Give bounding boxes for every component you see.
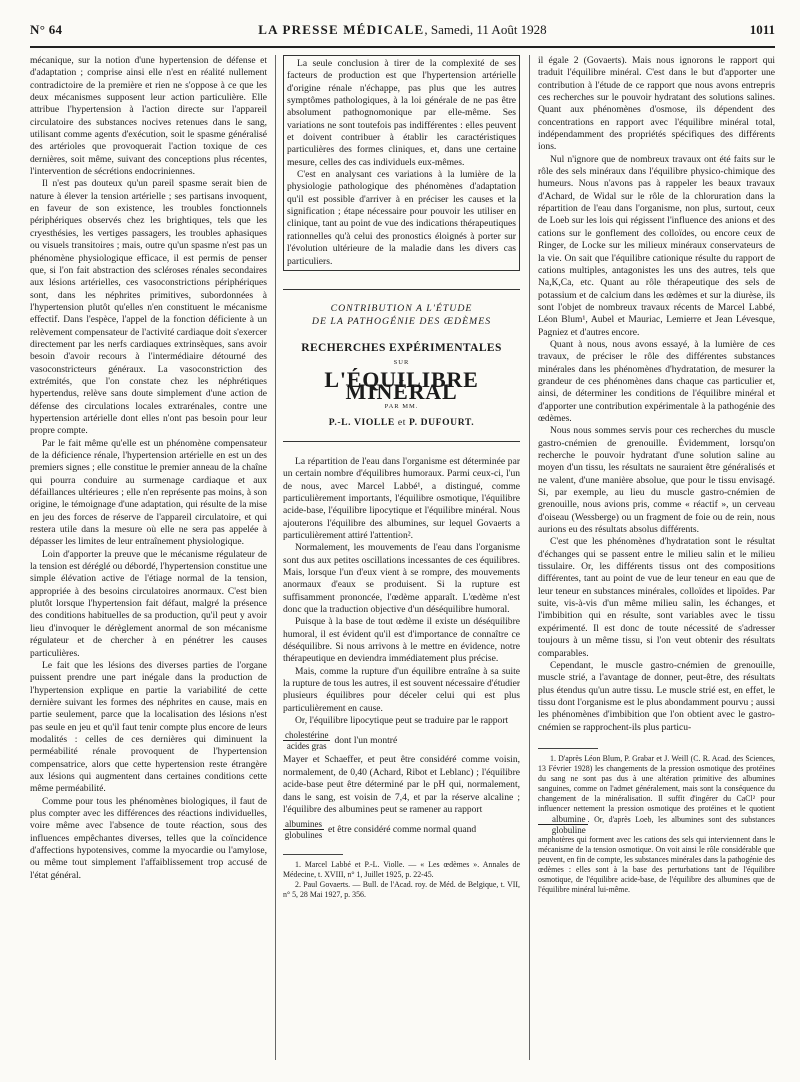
paragraph: [283, 715, 520, 727]
paragraph: Puisque à la base de tout œdème il existe un déséquilibre humoral, il est évident qu'il est d'importance de connaître ce déséquilibre. Si nous arrivons à le mettre en évidence, notre thérapeutique en deviendra immédiatement plus précise.: [283, 616, 520, 665]
journal-title: [30, 22, 775, 38]
paragraph: La seule conclusion à tirer de la complexité de ses facteurs de production est que l'hypertension artérielle d'origine rénale n'échappe, pas plus que les autres symptômes pathologiques, à la loi générale de ne pas être absolument pathognomonique par elle-même. Ses variations ne sont toutefois pas indifférentes : elles peuvent et doivent contribuer à établir les caractéristiques particulières des formes cliniques, et, dans une certaine mesure, celles des cas individuels eux-mêmes.: [287, 58, 516, 168]
paragraph: Loin d'apporter la preuve que le mécanisme régulateur de la tension est déréglé ou débordé, l'hypertension constitue une simple élévation active de l'étiage normal de la tension, appropriée à des besoins circulatoires anormaux. C'est bien plutôt lorsque l'hypertension fait défaut, malgré la présence des conditions habituelles de sa production, qu'il peut y avoir lieu d'invoquer le dérèglement anormal de son mécanisme régulateur et de chercher à en pénétrer les causes particulières.: [30, 548, 267, 659]
column-2: [283, 55, 520, 900]
divider: [283, 289, 520, 290]
paragraph: Normalement, les mouvements de l'eau dans l'organisme sont dus aux petites oscillations incessantes de ces équilibres. Mais, lorsque l'un d'eux vient à se rompre, des mouvements anormaux d'eaux se produisent. Si la rupture est suffisamment prononcée, l'œdème apparaît. L'œdème n'est donc que la traduction objective d'un déséquilibre humoral.: [283, 542, 520, 616]
author-conjunction: et: [394, 416, 410, 428]
fraction-numerator: albumine: [538, 814, 588, 825]
issue-date: , Samedi, 11 Août 1928: [424, 22, 547, 37]
fraction: [283, 819, 324, 840]
paragraph: Mais, comme la rupture d'un équilibre entraîne à sa suite la rupture de tous les autres, il est souvent nécessaire d'étudier plusieurs équilibres pour déceler celui qui est plus particulièrement en cause.: [283, 665, 520, 714]
paragraph: C'est que les phénomènes d'hydratation sont le résultat d'échanges qui se passent entre le milieu salin et le milieu tissulaire. Or, les différents tissus ont des compositions différentes, tant au point de vue de leur teneur en eau que de leur teneur en substances minérales, colloïdes et lipoïdes. Par suite, vis-à-vis d'un même milieu salin, les échanges, et l'imbibition qui en résulte, sont variables avec le tissu expérimenté. Il est donc de toute nécessité de s'adresser toujours à un même tissu, si l'on veut obtenir des résultats comparables.: [538, 536, 775, 659]
formula-lead: Or, l'équilibre lipocytique peut se traduire par le rapport: [295, 715, 509, 727]
paragraph: La répartition de l'eau dans l'organisme est déterminée par un certain nombre d'équilibres humoraux. Parmi ceux-ci, l'un de nous, avec Marcel Labbé¹, a distingué, comme particulièrement importants, l'équilibre osmotique, l'équilibre acide-base, l'équilibre lipocytique et l'équilibre minéral. Nous ajouterons l'équilibre des albumines, sur lequel Govaerts a particulièrement attiré l'attention².: [283, 455, 520, 541]
issue-number: N° 64: [30, 22, 63, 37]
paragraph: Il n'est pas douteux qu'un pareil spasme serait bien de nature à élever la tension artérielle ; ses partisans invoquent, en faveur de son existence, les troubles fonctionnels périphériques observés chez les brightiques, tels que les cryesthésies, les vertiges passagers, les troubles aphasiques ou visuels transitoires ; mais, outre qu'un spasme n'est pas un phénomène physiologique efficace, il est permis de penser que, si l'on fait abstraction des scléroses rénales secondaires aux lésions artérielles, ces vasoconstrictions périphériques sont, dans les néphrites primitives, subordonnées à l'hypertension plutôt qu'elles n'en constituent le mécanisme effectif. Dans l'espèce, l'appel de la fonction déficiente à un relèvement compensateur de l'activité cardiaque doit s'exercer directement par les nerfs cardiaques extrinsèques, sans avoir besoin d'avoir recours à l'intermédiaire détourné des vasoconstricteurs généraux. La vasoconstriction des extrémités, que l'on constate chez les néphrétiques hypertendus, relève sans doute simplement d'une action de défense des circulations locales extrarénales, contre une hypertension artérielle dont elles n'ont pas besoin pour leur propre compte.: [30, 178, 267, 437]
column-divider: [529, 55, 530, 1060]
formula: [283, 819, 520, 840]
article-subtitle: RECHERCHES EXPÉRIMENTALES: [301, 341, 502, 354]
article-heading: [283, 289, 520, 442]
formula-tail: dont l'un montré: [334, 734, 398, 746]
article-par: PAR MM.: [384, 403, 419, 411]
formula: [283, 730, 520, 751]
fraction-denominator: globulines: [284, 830, 323, 841]
paragraph: C'est en analysant ces variations à la lumière de la physiologie pathologique des phénomènes d'adaptation qu'il est possible d'arriver à en préciser les causes et la signification ; étape nécessaire pour pouvoir les utiliser en clinique, tant au point de vue des indications thérapeutiques rationnelles qu'à celui des pronostics éloignés à porter sur l'évolution ultérieure de la maladie dans les divers cas particuliers.: [287, 169, 516, 267]
fraction-denominator: acides gras: [286, 741, 327, 752]
article-kicker: CONTRIBUTION A L'ÉTUDE: [330, 302, 473, 314]
fraction-numerator: albumines: [285, 819, 322, 830]
fraction: [538, 814, 588, 835]
column-1: [30, 55, 267, 882]
header-rule: [30, 46, 775, 48]
paragraph: Par le fait même qu'elle est un phénomène compensateur de la déficience rénale, l'hypertension artérielle en est un des premiers signes ; elle constitue le premier anneau de la chaîne qui pourra conduire au surmenage cardiaque et aux défaillances ultérieures ; elle n'en représente pas moins, à son origine, le témoignage d'une adaptation, qui résulte de la mise en jeu des forces de réserve de l'appareil circulatoire, et qui restera utile dans la mesure où elle ne sera pas appelée à dépasser les limites de leur entraînement physiologique.: [30, 437, 267, 548]
paragraph: Le fait que les lésions des diverses parties de l'organe puissent prendre une part inégale dans la production de l'hypertension explique en partie la variabilité de cette dernière suivant les formes des néphrites en cause, mais en partie seulement, parce que la localisation des lésions n'est pas seule en jeu et qu'il faut tenir compte plus encore de leurs modalités : celles de ces dernières qui diminuent la perméabilité rénale provoquent de l'hypertension compensatrice, alors que cette hypertension reste étrangère aux lésions qui augmentent dans certaines conditions cette même perméabilité.: [30, 659, 267, 795]
article-authors: [283, 417, 520, 429]
paragraph: Comme pour tous les phénomènes biologiques, il faut de plus compter avec les différences des réactions individuelles, voire même avec l'absence de toute réaction, sous des influences empêchantes diverses, telles que la coïncidence d'affections hypotensives, comme la myocardie ou l'amylose, ou même tout simplement l'affaiblissement trop accusé de l'état général.: [30, 795, 267, 881]
column-3: [538, 55, 775, 895]
formula-tail: et être considéré comme normal quand: [328, 823, 477, 835]
fraction-numerator: cholestérine: [285, 730, 329, 741]
page-header: [30, 22, 775, 44]
journal-name: LA PRESSE MÉDICALE: [258, 22, 425, 37]
paragraph: Mayer et Schaeffer, et peut être considéré comme voisin, normalement, de 0,40 (Achard, Ribot et Leblanc) ; l'équilibre acide-base peut être déterminé par le pH qui, normalement, dans le sang, est voisin de 7,4, et par la réserve alcaline ; l'équilibre des albumines peut se ramener au rapport: [283, 754, 520, 815]
paragraph: Nul n'ignore que de nombreux travaux ont été faits sur le rôle des sels minéraux dans l'équilibre physico-chimique des humeurs. Nous n'avons pas à rappeler les beaux travaux d'Achard, de Widal sur le rôle de la chloruration dans la répartition de l'eau dans l'organisme, non plus, surtout, ceux de Loeb sur les lois qui régissent l'influence des anions et des cations sur le gonflement des colloïdes, ou encore ceux de Ringer, de Locke sur les milieux minéraux conservateurs de la vie. On sait que l'équilibre cationique résulte du rapport de cations multiples, antagonistes les uns des autres, tels que Na,K,Ca, etc. Quant au rôle thérapeutique des sels de potassium et de calcium dans les œdèmes et sur la diurèse, ils sont l'objet de nombreux travaux récents de Marcel Labbé, Léon Blum¹, Aubel et Mauriac, Lemierre et Jean Lévesque, Pagniez et d'autres encore.: [538, 153, 775, 338]
divider: [283, 441, 520, 442]
fraction-denominator: globuline: [551, 824, 586, 835]
paragraph: Quant à nous, nous avons essayé, à la lumière de ces travaux, de préciser le rôle des différentes substances minérales dans les phénomènes d'hydratation, de mesurer la grandeur de ces phénomènes dans chaque cas particulier et, ainsi, de déterminer les conditions de l'équilibre minéral et d'apporter une contribution expérimentale à la pathogénie des œdèmes.: [538, 338, 775, 424]
article-title: L'ÉQUILIBRE MINÉRAL: [324, 366, 479, 404]
footnote-rule: [283, 854, 343, 855]
paragraph: Nous nous sommes servis pour ces recherches du muscle gastro-cnémien de grenouille. Évidemment, lorsqu'on recherche le pouvoir hydratant d'une solution saline au moyen d'un tissu, les résultats ne sauraient être généralisés et ne valent, d'une manière absolue, que pour le tissu envisagé. Si, par exemple, au lieu du muscle gastro-cnémien de grenouille, nous avions pris, comme « réactif », un cerveau d'oiseau (Wessberge) ou un fragment de foie ou de rein, nous aurions eu des résultats absolus différents.: [538, 425, 775, 536]
article-kicker: DE LA PATHOGÉNIE DES ŒDÈMES: [311, 315, 492, 327]
footnote: [538, 754, 775, 895]
footnote: 2. Paul Govaerts. — Bull. de l'Acad. roy. de Méd. de Belgique, t. VII, n° 5, 28 Mai 1927, p. 356.: [283, 880, 520, 900]
paragraph: Cependant, le muscle gastro-cnémien de grenouille, muscle strié, a l'avantage de donner, peut-être, des résultats plus étendus qu'un autre tissu. Le muscle strié est, en effet, le tissu dont l'organisme est le plus abondamment pourvu ; aussi les phénomènes d'imbibition que l'on obtient avec le gastro-cnémien se rapprochent-ils plus particu-: [538, 659, 775, 733]
column-divider: [275, 55, 276, 1060]
footnote-text: . Or, d'après Loeb, les albumines sont des substances amphotères qui forment avec les cations des sels qui interviennent dans le mécanisme de la tension osmotique. On voit ainsi le rôle considérable que peuvent, en fin de compte, les substances minérales dans la pathogénie des œdèmes : elles sont à la base des perturbations tant de l'équilibre osmotique, de l'équilibre acide-base, de l'équilibre des albumines que de l'équilibre minéral lui-même.: [538, 814, 775, 894]
author: P.-L. VIOLLE: [328, 416, 395, 428]
page-number: 1011: [749, 22, 775, 37]
article-sur: SUR: [393, 359, 410, 367]
author: P. DUFOURT.: [409, 416, 475, 428]
paragraph: il égale 2 (Govaerts). Mais nous ignorons le rapport qui traduit l'équilibre minéral. C'est dans le but d'apporter une contribution à l'étude de ce rapport que nous avons entrepris ces recherches sur le pouvoir hydratant des solutions salines. Quant aux phénomènes d'osmose, ils dépendent des concentrations en rapport avec l'équilibre minéral total, indépendamment des propriétés spécifiques des différents ions.: [538, 55, 775, 153]
footnote-text: 1. D'après Léon Blum, P. Grabar et J. Weill (C. R. Acad. des Sciences, 13 Février 1928) les changements de la pression osmotique des protéines du sang ne sont pas dus à une altération primitive des albumines sanguines, comme on l'admet généralement, mais sont la conséquence du changement de la minéralisation. Il suffit d'ingérer du CaCl² pour influencer nettement la pression osmotique des protéines et le quotient: [538, 753, 775, 813]
conclusion-box: [283, 55, 520, 271]
footnote: 1. Marcel Labbé et P.-L. Violle. — « Les œdèmes ». Annales de Médecine, t. XVIII, n° 1, Juillet 1925, p. 22-45.: [283, 860, 520, 880]
footnote-rule: [538, 748, 598, 749]
fraction: [283, 730, 330, 751]
paragraph: mécanique, sur la notion d'une hypertension de défense et d'adaptation ; comprise ainsi elle n'est en réalité nullement contradictoire de la première et rien ne s'oppose à ce que les deux mécanismes supposent leur action particulière. Elle attribue l'hypertension à l'action directe sur l'appareil circulatoire des substances nocives retenues dans le sang, utilisant comme agents d'exécution, soit le spasme généralisé des artérioles que provoquerait l'action toxique de ces dernières, soit même, suivant des conceptions plus récentes, l'intervention de sécrétions endocriniennes.: [30, 55, 267, 178]
